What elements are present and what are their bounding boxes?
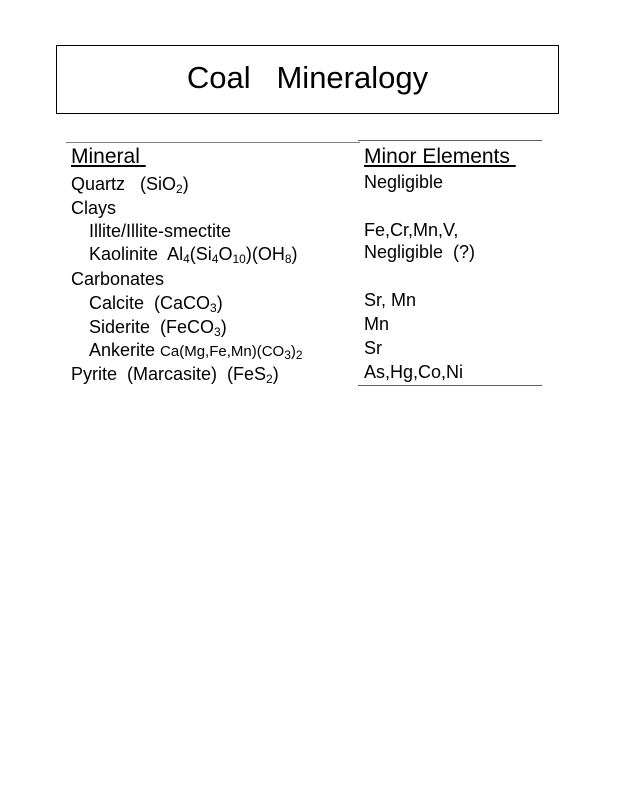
- mineral-clays: Clays: [71, 198, 117, 218]
- mineral-kaolinite: Kaolinite $Al_4(Si_4O_{10})(OH_8)$: [89, 244, 298, 266]
- minor-pyrite: As,Hg,Co,Ni: [364, 362, 464, 382]
- mineral-calcite: Calcite (CaCO$_3$): [89, 293, 223, 315]
- title-box: [56, 45, 559, 114]
- mineral-siderite: Siderite (FeCO$_3$): [89, 317, 227, 339]
- mineral-column-header: Mineral: [71, 145, 146, 168]
- minor-quartz: Negligible: [364, 172, 444, 192]
- mineral-quartz: Quartz (SiO$_2$): [71, 174, 189, 196]
- page-title: Coal Mineralogy: [186, 60, 429, 95]
- mineral-carbonates: Carbonates: [71, 269, 165, 289]
- mineral-ankerite: Ankerite $Ca(Mg,Fe,Mn)(CO_3)_2$: [89, 340, 303, 362]
- mineral-illite: Illite/Illite-smectite: [89, 221, 232, 241]
- right-column-top-rule: [358, 140, 542, 141]
- mineral-pyrite: Pyrite (Marcasite) (FeS$_2$): [71, 364, 279, 386]
- minor-kaolinite: Negligible (?): [364, 242, 476, 262]
- right-column-bottom-rule: [358, 385, 542, 386]
- minor-calcite: Sr, Mn: [364, 290, 417, 310]
- left-column-top-rule: [66, 142, 360, 143]
- minor-siderite: Mn: [364, 314, 390, 334]
- minor-ankerite: Sr: [364, 338, 382, 358]
- minor-elements-column-header: Minor Elements: [364, 145, 516, 168]
- minor-illite: Fe,Cr,Mn,V,: [364, 220, 459, 240]
